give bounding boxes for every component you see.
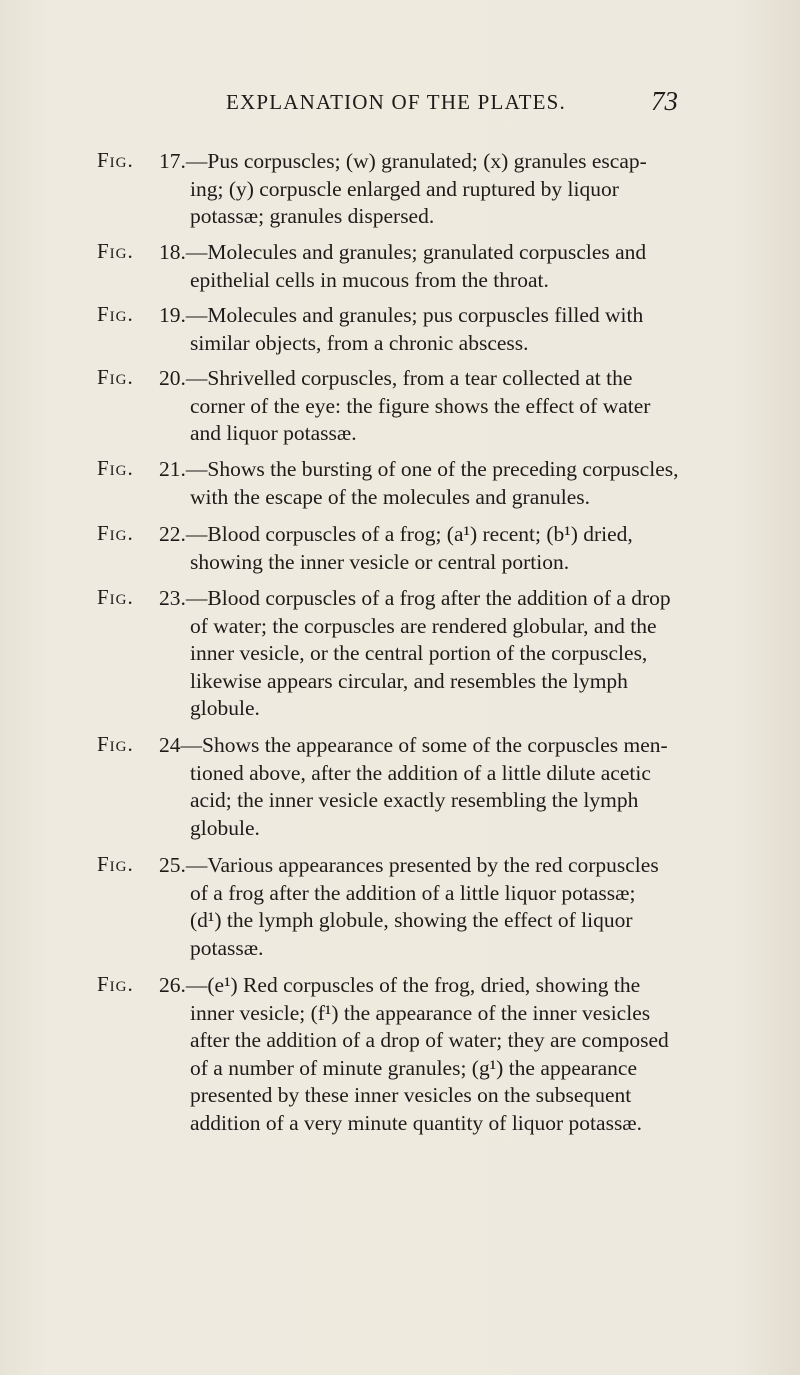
description-line: presented by these inner vesicles on the subsequent [190,1083,632,1107]
figure-label: Fig. [97,852,134,876]
figure-label: Fig. [97,521,134,545]
figure-description [159,585,730,723]
description-line: globule. [190,815,260,840]
description-line: and liquor potassæ. [190,421,357,445]
figure-description [159,972,730,1137]
figure-label: Fig. [97,365,134,389]
description-line: epithelial cells in mucous from the throat. [190,267,549,292]
description-line: after the addition of a drop of water; they are composed [190,1028,669,1052]
description-line: potassæ. [190,935,264,960]
figure-description [159,521,730,576]
description-line: showing the inner vesicle or central portion. [190,549,570,574]
description-line: globule. [190,696,260,720]
running-title: EXPLANATION OF THE PLATES. [226,90,566,114]
description-line: 22.—Blood corpuscles of a frog; (a¹) recent; (b¹) dried, [159,522,633,546]
page-number: 73 [651,86,678,116]
figure-label: Fig. [97,456,134,480]
description-line: with the escape of the molecules and granules. [190,484,590,509]
description-line: inner vesicle; (f¹) the appearance of the inner vesicles [190,1000,651,1025]
figure-label: Fig. [97,302,134,326]
description-line: 18.—Molecules and granules; granulated corpuscles and [159,240,647,264]
description-line: 25.—Various appearances presented by the red corpuscles [159,853,659,877]
description-line: (d¹) the lymph globule, showing the effect of liquor [190,908,633,932]
description-line: ing; (y) corpuscle enlarged and ruptured by liquor [190,176,619,201]
figure-label: Fig. [97,239,134,263]
figure-label: Fig. [97,972,134,996]
description-line: 26.—(e¹) Red corpuscles of the frog, dried, showing the [159,973,641,997]
description-line: of water; the corpuscles are rendered globular, and the [190,613,657,638]
figure-label: Fig. [97,585,134,609]
figure-label: Fig. [97,148,134,172]
description-line: likewise appears circular, and resembles the lymph [190,668,628,693]
description-line: acid; the inner vesicle exactly resembling the lymph [190,788,639,812]
description-line: 19.—Molecules and granules; pus corpuscles filled with [159,303,644,327]
figure-description [159,148,730,231]
figure-description [159,732,730,842]
description-line: of a frog after the addition of a little liquor potassæ; [190,880,636,905]
description-line: 17.—Pus corpuscles; (w) granulated; (x) granules escap- [159,149,647,173]
description-line: corner of the eye: the figure shows the effect of water [190,393,651,418]
description-line: potassæ; granules dispersed. [190,204,435,228]
figure-label: Fig. [97,732,134,756]
description-line: 21.—Shows the bursting of one of the preceding corpuscles, [159,457,679,481]
figure-description [159,852,730,962]
description-line: inner vesicle, or the central portion of the corpuscles, [190,641,648,665]
figure-description [159,365,730,448]
figure-description [159,456,730,511]
description-line: 24—Shows the appearance of some of the corpuscles men- [159,733,668,757]
description-line: addition of a very minute quantity of liquor potassæ. [190,1110,643,1135]
description-line: of a number of minute granules; (g¹) the appearance [190,1055,638,1080]
page-header [0,86,800,116]
figure-description [159,239,730,294]
description-line: 20.—Shrivelled corpuscles, from a tear collected at the [159,366,633,390]
description-line: 23.—Blood corpuscles of a frog after the addition of a drop [159,586,671,610]
description-line: tioned above, after the addition of a little dilute acetic [190,760,651,785]
description-line: similar objects, from a chronic abscess. [190,330,529,355]
figure-description [159,302,730,357]
